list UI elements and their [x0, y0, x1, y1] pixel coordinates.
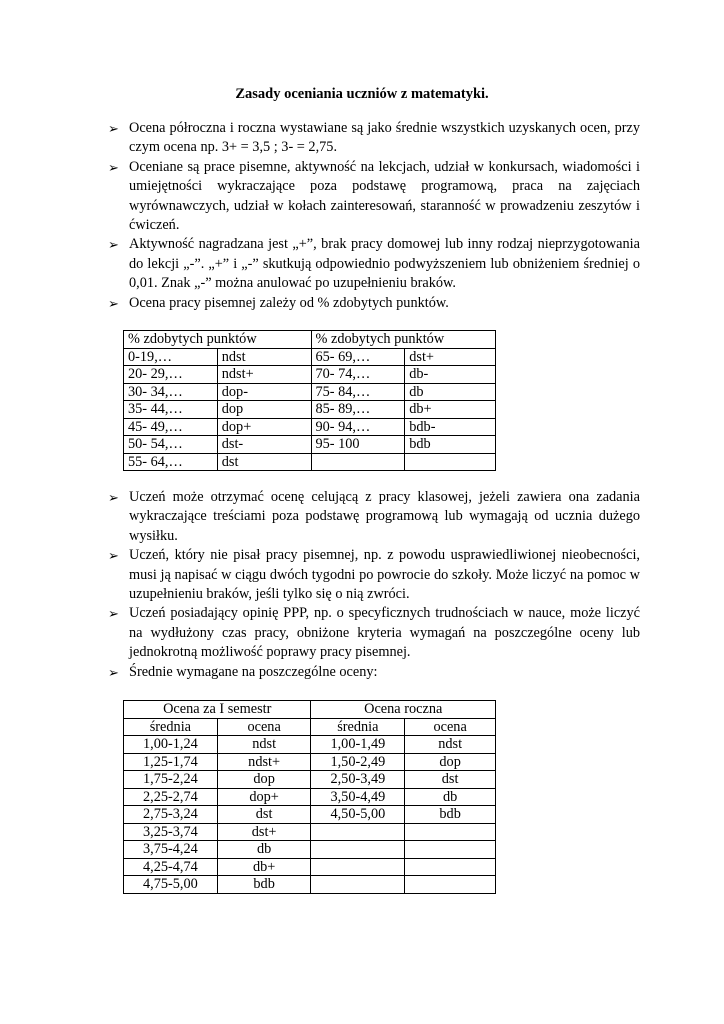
table-cell: ndst	[217, 348, 311, 366]
table-subheader-row	[124, 718, 496, 736]
table-row	[124, 366, 496, 384]
table-cell: 0-19,…	[124, 348, 218, 366]
bullet-item	[108, 158, 640, 236]
table-cell: dst	[405, 771, 496, 789]
subheader-average: średnia	[311, 718, 405, 736]
table-cell: ndst+	[217, 753, 311, 771]
table-cell: 55- 64,…	[124, 453, 218, 471]
averages-table	[123, 700, 496, 894]
table-cell: 70- 74,…	[311, 366, 405, 384]
table-row	[124, 788, 496, 806]
table-cell: ndst+	[217, 366, 311, 384]
bullet-item	[108, 604, 640, 662]
bullet-text: Uczeń posiadający opinię PPP, np. o specyficznych trudnościach w nauce, może liczyć na wydłużony czas pracy, obniżone kryteria wymagań na poszczególne oceny lub jednokrotną możliwość poprawy pracy pisemnej.	[129, 605, 640, 661]
table-cell	[405, 453, 496, 471]
table-cell: db	[405, 383, 496, 401]
table-cell: 20- 29,…	[124, 366, 218, 384]
rules-list-bottom	[108, 488, 640, 682]
header-points-left: % zdobytych punktów	[124, 331, 312, 349]
bullet-item	[108, 294, 640, 313]
table-row	[124, 348, 496, 366]
table-cell	[311, 841, 405, 859]
table-cell: ndst	[405, 736, 496, 754]
table-cell: db	[217, 841, 311, 859]
table-cell	[405, 841, 496, 859]
table-cell: dop+	[217, 418, 311, 436]
table-cell: 75- 84,…	[311, 383, 405, 401]
table-row	[124, 753, 496, 771]
table-row	[124, 858, 496, 876]
table-cell: 3,75-4,24	[124, 841, 218, 859]
bullet-item	[108, 119, 640, 158]
table-cell: ndst	[217, 736, 311, 754]
bullet-arrow-icon: ➢	[108, 548, 119, 564]
table-cell: 1,25-1,74	[124, 753, 218, 771]
table-row	[124, 453, 496, 471]
table-cell: dop+	[217, 788, 311, 806]
table-cell: 30- 34,…	[124, 383, 218, 401]
table-row	[124, 736, 496, 754]
bullet-arrow-icon: ➢	[108, 159, 119, 175]
bullet-text: Uczeń może otrzymać ocenę celującą z pracy klasowej, jeżeli zawiera ona zadania wykraczające treściami poza podstawę programową lub wymagają od ucznia dużego wysiłku.	[129, 489, 640, 544]
table-row	[124, 436, 496, 454]
table-cell: db+	[405, 401, 496, 419]
subheader-grade: ocena	[217, 718, 311, 736]
table-cell: 2,75-3,24	[124, 806, 218, 824]
table-cell	[405, 858, 496, 876]
header-points-right: % zdobytych punktów	[311, 331, 496, 349]
table-row	[124, 876, 496, 894]
table-row	[124, 771, 496, 789]
table-cell: 1,75-2,24	[124, 771, 218, 789]
table-cell: 65- 69,…	[311, 348, 405, 366]
table-cell: 90- 94,…	[311, 418, 405, 436]
bullet-item	[108, 663, 640, 682]
table-cell: 2,50-3,49	[311, 771, 405, 789]
table-cell: dst+	[217, 823, 311, 841]
table-cell: 50- 54,…	[124, 436, 218, 454]
table-row	[124, 383, 496, 401]
table-cell: dop	[405, 753, 496, 771]
table-cell: dop-	[217, 383, 311, 401]
bullet-arrow-icon: ➢	[108, 295, 119, 311]
table-cell	[311, 858, 405, 876]
table-cell: 1,00-1,24	[124, 736, 218, 754]
table-cell: 45- 49,…	[124, 418, 218, 436]
table-cell	[405, 876, 496, 894]
table-row	[124, 823, 496, 841]
table-cell: dst	[217, 453, 311, 471]
table-cell	[311, 823, 405, 841]
bullet-item	[108, 546, 640, 604]
bullet-item	[108, 488, 640, 546]
table-group-header-row	[124, 701, 496, 719]
bullet-text: Średnie wymagane na poszczególne oceny:	[129, 663, 378, 680]
table-cell: 2,25-2,74	[124, 788, 218, 806]
bullet-text: Ocena półroczna i roczna wystawiane są jako średnie wszystkich uzyskanych ocen, przy czym ocena np. 3+ = 3,5 ; 3- = 2,75.	[129, 120, 640, 156]
bullet-arrow-icon: ➢	[108, 237, 119, 253]
table-cell: dop	[217, 401, 311, 419]
points-grade-table	[123, 330, 496, 471]
bullet-arrow-icon: ➢	[108, 606, 119, 622]
bullet-text: Aktywność nagradzana jest „+”, brak pracy domowej lub inny rodzaj nieprzygotowania do lekcji „-”. „+” i „-” skutkują odpowiednio podwyższeniem lub obniżeniem średniej o 0,01. Znak „-” można anulować po uzupełnieniu braków.	[129, 236, 640, 292]
table-cell: 3,25-3,74	[124, 823, 218, 841]
table-cell: bdb	[405, 806, 496, 824]
table-cell: 1,50-2,49	[311, 753, 405, 771]
table-cell: 1,00-1,49	[311, 736, 405, 754]
table-cell: bdb	[217, 876, 311, 894]
table-cell: dop	[217, 771, 311, 789]
table-header-row	[124, 331, 496, 349]
subheader-average: średnia	[124, 718, 218, 736]
table-cell: bdb-	[405, 418, 496, 436]
table-cell	[311, 876, 405, 894]
table-cell: dst-	[217, 436, 311, 454]
table-cell	[311, 453, 405, 471]
table-cell: db-	[405, 366, 496, 384]
table-row	[124, 401, 496, 419]
bullet-item	[108, 235, 640, 293]
bullet-text: Oceniane są prace pisemne, aktywność na lekcjach, udział w konkursach, wiadomości i umiejętności wykraczające poza podstawę programową, praca na zajęciach wyrównawczych, udział w kołach zainteresowań, staranność w prowadzeniu zeszytów i ćwiczeń.	[129, 158, 640, 234]
table-row	[124, 806, 496, 824]
table-cell: 95- 100	[311, 436, 405, 454]
bullet-arrow-icon: ➢	[108, 664, 119, 680]
bullet-arrow-icon: ➢	[108, 121, 119, 136]
table-cell: dst+	[405, 348, 496, 366]
table-cell: dst	[217, 806, 311, 824]
table-cell	[405, 823, 496, 841]
bullet-text: Uczeń, który nie pisał pracy pisemnej, np. z powodu usprawiedliwionej nieobecności, musi ją napisać w ciągu dwóch tygodni po powrocie do szkoły. Może liczyć na pomoc w uzupełnieniu braków, jeśli tylko się o nią zwróci.	[129, 547, 640, 603]
bullet-text: Ocena pracy pisemnej zależy od % zdobytych punktów.	[129, 294, 449, 311]
table-cell: 35- 44,…	[124, 401, 218, 419]
header-first-semester: Ocena za I semestr	[124, 701, 311, 719]
table-cell: bdb	[405, 436, 496, 454]
table-cell: db	[405, 788, 496, 806]
bullet-arrow-icon: ➢	[108, 490, 119, 505]
subheader-grade: ocena	[405, 718, 496, 736]
header-annual: Ocena roczna	[311, 701, 496, 719]
table-cell: db+	[217, 858, 311, 876]
table-cell: 4,75-5,00	[124, 876, 218, 894]
table-row	[124, 841, 496, 859]
page-title: Zasady oceniania uczniów z matematyki.	[235, 86, 489, 102]
rules-list-top	[108, 119, 640, 313]
table-cell: 85- 89,…	[311, 401, 405, 419]
table-cell: 4,50-5,00	[311, 806, 405, 824]
table-cell: 4,25-4,74	[124, 858, 218, 876]
table-cell: 3,50-4,49	[311, 788, 405, 806]
table-row	[124, 418, 496, 436]
